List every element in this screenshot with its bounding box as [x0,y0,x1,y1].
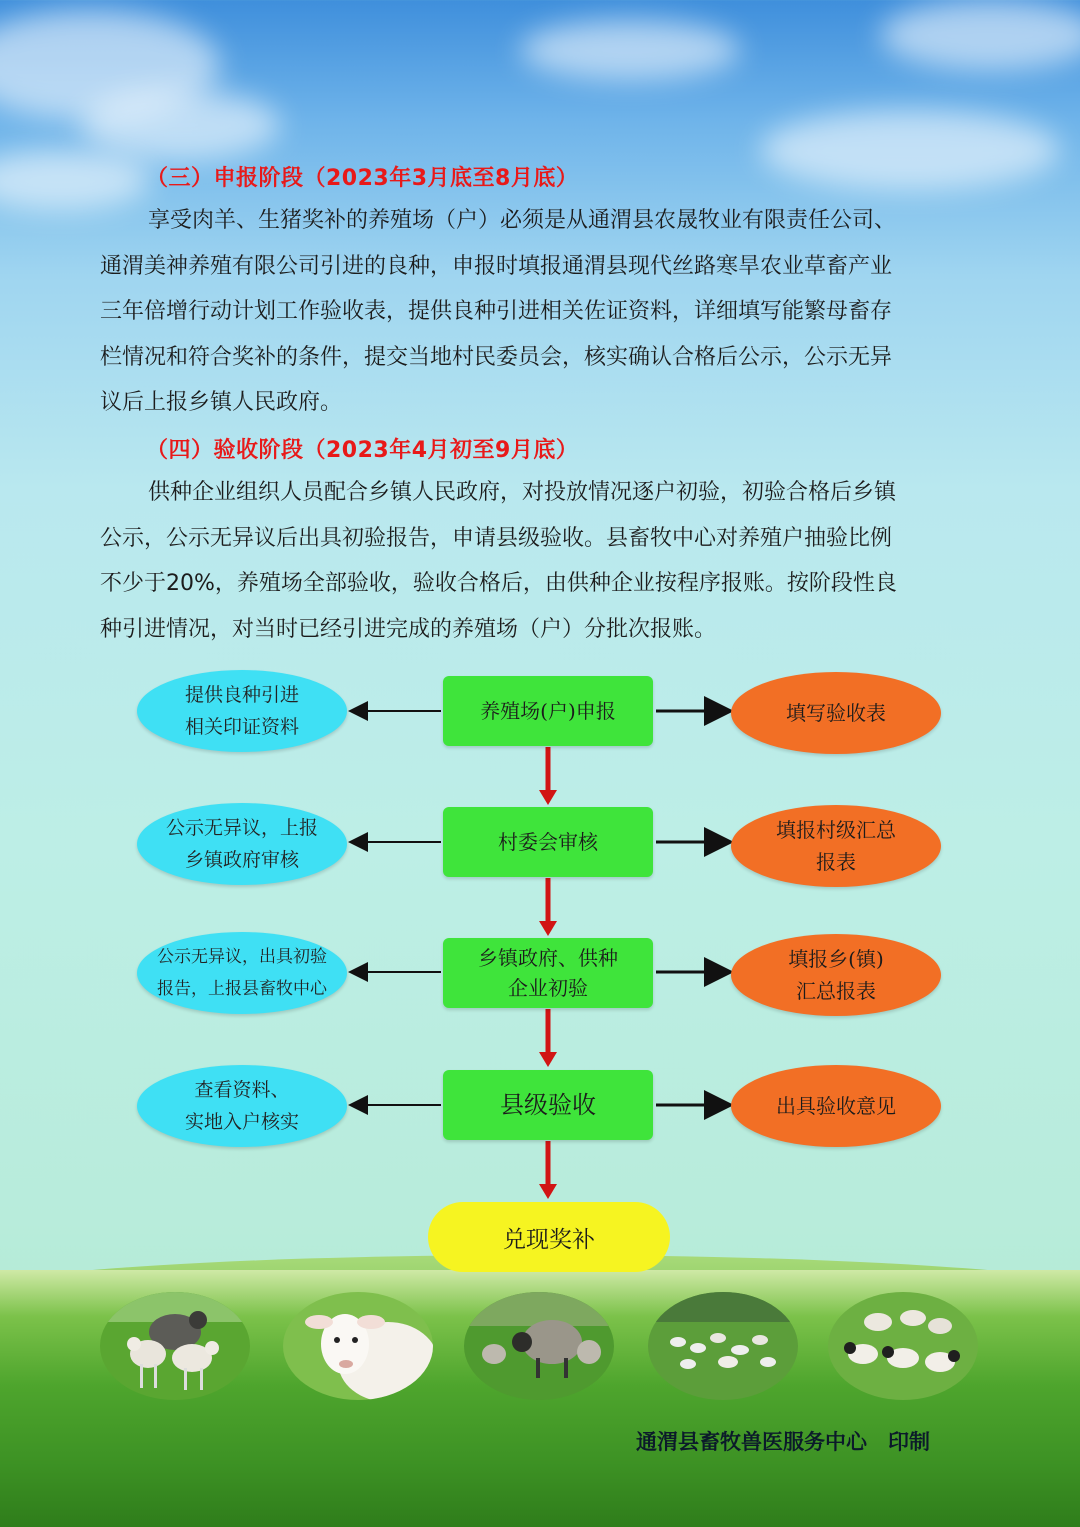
flow-step-box [443,676,653,746]
section4-line: 供种企业组织人员配合乡镇人民政府，对投放情况逐户初验，初验合格后乡镇 [148,480,897,505]
section3-paragraph [100,198,980,426]
section3-heading: （三）申报阶段（2023年3月底至8月底） [146,166,579,191]
flow-text: 填报村级汇总 [776,818,896,842]
flow-text: 相关印证资料 [184,716,299,738]
right-arrows [656,711,728,1105]
flow-left-note [137,932,347,1014]
section4-line: 公示，公示无异议后出具初验报告，申请县级验收。县畜牧中心对养殖户抽验比例 [100,525,893,551]
flow-text: 企业初验 [508,976,588,1000]
flow-left-note [137,1065,347,1147]
flow-text: 兑现奖补 [503,1226,595,1253]
section4-line: 不少于20%，养殖场全部验收，验收合格后，由供种企业按程序报账。按阶段性良 [100,571,897,596]
flow-final-step [428,1202,670,1272]
flow-text: 汇总报表 [795,979,876,1003]
flow-text: 公示无异议，上报 [165,817,318,839]
flow-left-note [137,670,347,752]
flow-text: 实地入户核实 [184,1111,299,1133]
flow-right-note [731,1065,941,1147]
flow-right-note [731,934,941,1016]
publisher-credit: 通渭县畜牧兽医服务中心 印制 [636,1430,930,1454]
cloud [80,90,280,160]
flow-right-note [731,672,941,754]
flow-text: 提供良种引进 [184,684,299,706]
section3-line: 通渭美神养殖有限公司引进的良种，申报时填报通渭县现代丝路寒旱农业草畜产业 [100,253,893,279]
flock-photo [648,1292,798,1400]
flow-text: 乡镇政府审核 [184,849,299,871]
flow-text: 填报乡(镇) [788,947,884,971]
flow-text: 乡镇政府、供种 [478,946,618,970]
flow-text: 县级验收 [500,1091,596,1119]
cloud [520,20,740,80]
flow-text: 报告，上报县畜牧中心 [157,979,327,999]
flow-text: 出具验收意见 [776,1094,896,1118]
section3-line: 三年倍增行动计划工作验收表，提供良种引进相关佐证资料，详细填写能繁母畜存 [100,299,893,324]
flow-text: 填写验收表 [786,701,886,725]
flow-step-box [443,938,653,1008]
left-arrows [352,711,441,1105]
flow-text: 查看资料、 [194,1079,290,1101]
flow-step-box [443,1070,653,1140]
flow-step-box [443,807,653,877]
section3-line: 议后上报乡镇人民政府。 [100,390,343,415]
flow-right-note [731,805,941,887]
flock-photo [828,1292,978,1400]
flow-text: 村委会审核 [498,830,598,854]
flow-text: 公示无异议，出具初验 [157,947,327,967]
cloud [880,0,1080,70]
lamb-photo [283,1292,433,1400]
flow-left-note [137,803,347,885]
section3-line: 栏情况和符合奖补的条件，提交当地村民委员会，核实确认合格后公示，公示无异 [100,344,893,370]
flow-text: 报表 [816,850,856,874]
flow-text: 养殖场(户)申报 [480,699,616,723]
sheep-photo [100,1292,250,1400]
sheep-photo [464,1292,614,1400]
section4-heading: （四）验收阶段（2023年4月初至9月底） [146,438,579,463]
section3-line: 享受肉羊、生猪奖补的养殖场（户）必须是从通渭县农晟牧业有限责任公司、 [148,208,897,233]
cloud [760,110,1060,190]
section4-line: 种引进情况，对当时已经引进完成的养殖场（户）分批次报账。 [100,616,717,642]
section4-paragraph [100,470,980,652]
